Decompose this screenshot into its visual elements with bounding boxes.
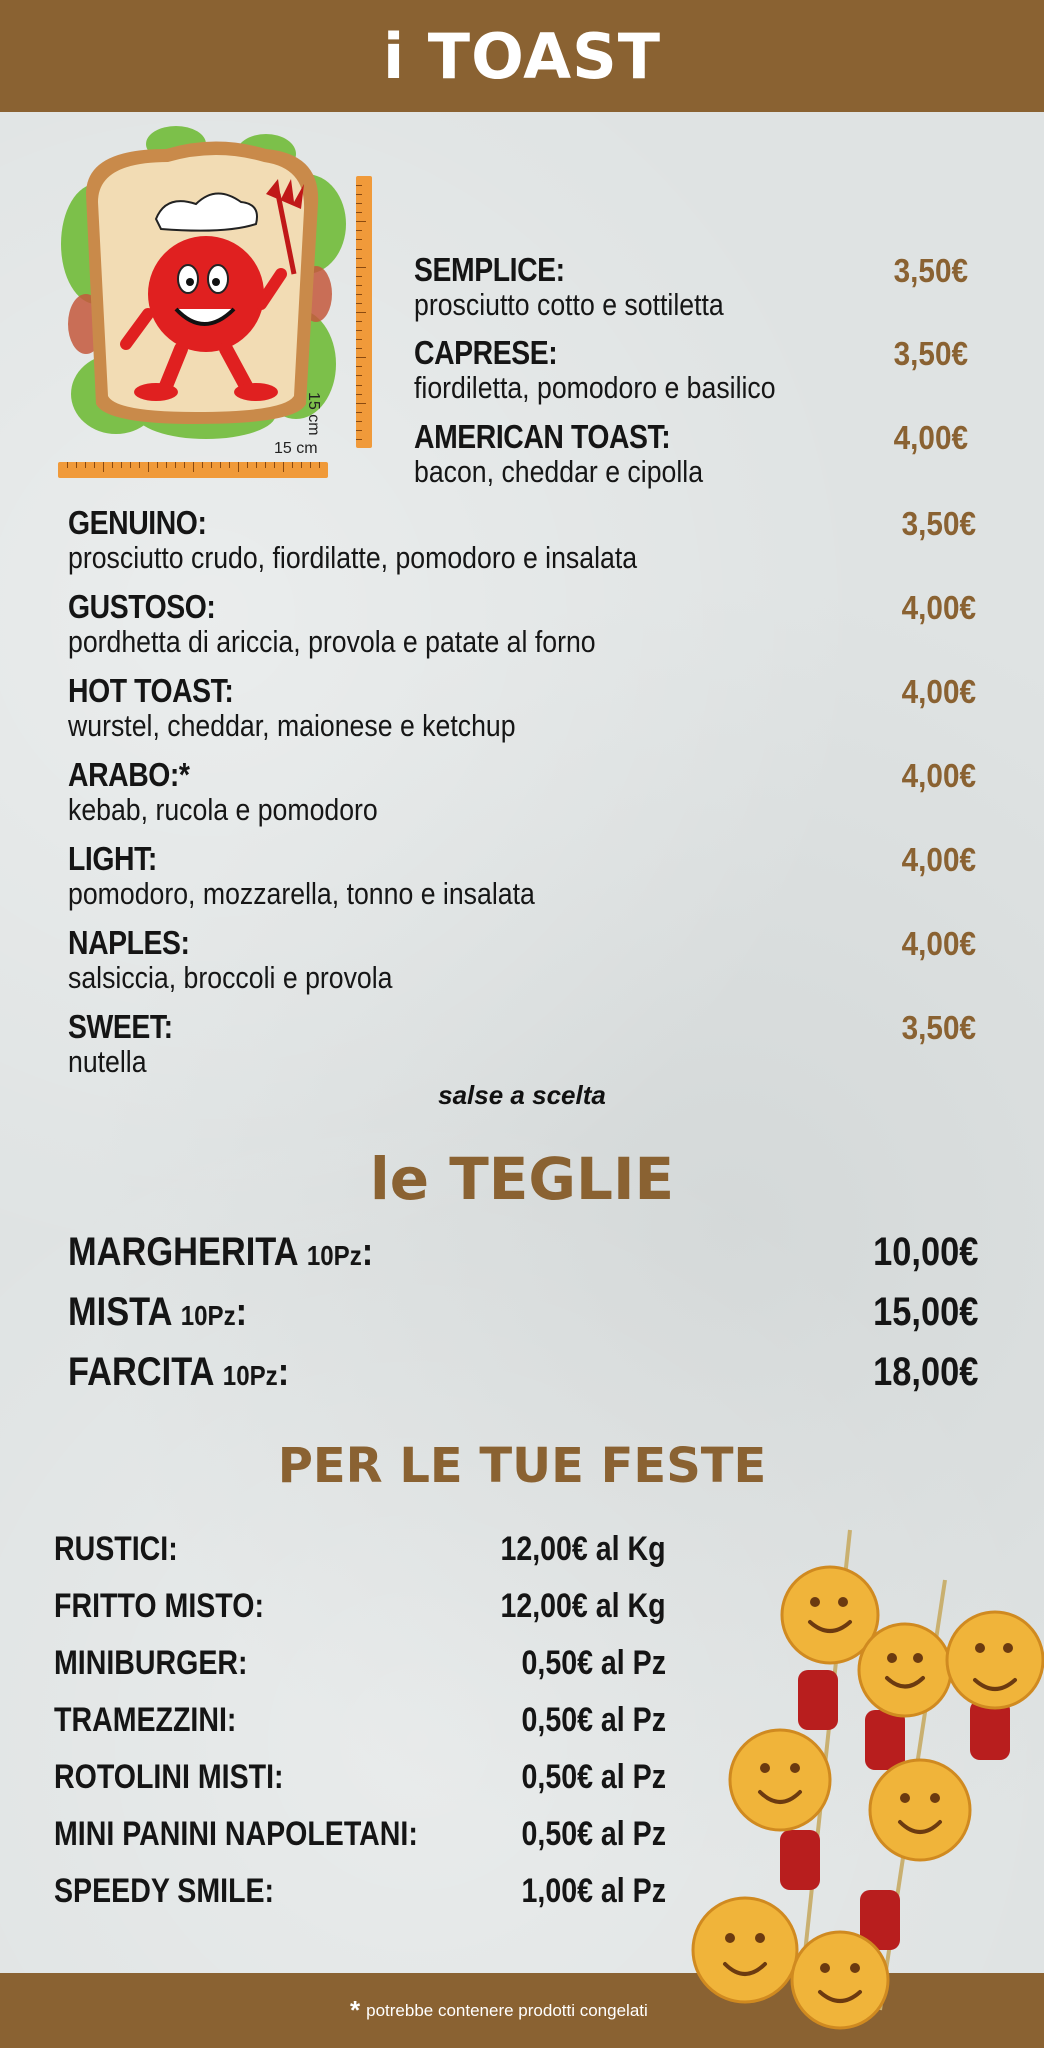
festa-price: 0,50€ al Pz: [521, 1815, 666, 1853]
festa-name: FRITTO MISTO:: [54, 1587, 264, 1625]
ruler-tick: [301, 462, 302, 468]
festa-name: MINIBURGER:: [54, 1644, 248, 1682]
ruler-tick: [356, 321, 362, 322]
ruler-tick: [148, 462, 149, 472]
item-name: GUSTOSO:: [68, 588, 216, 625]
ruler-tick: [283, 462, 284, 472]
teglie-title: le TEGLIE: [369, 1145, 675, 1213]
item-price: 4,00€: [901, 841, 976, 878]
festa-price: 0,50€ al Pz: [521, 1644, 666, 1682]
festa-row: [54, 1872, 666, 1916]
menu-item: [68, 1009, 190, 1079]
teglia-row: [68, 1230, 978, 1280]
ruler-tick: [356, 285, 362, 286]
teglia-name: MISTA 10Pz:: [68, 1290, 248, 1334]
ruler-tick: [220, 462, 221, 468]
item-name: CAPRESE:: [414, 334, 558, 371]
ruler-tick: [238, 462, 239, 472]
footnote: * potrebbe contenere prodotti congelati: [350, 1995, 648, 2025]
item-name: AMERICAN TOAST:: [414, 418, 671, 455]
ruler-tick: [356, 294, 362, 295]
ruler-tick: [356, 249, 362, 250]
sauces-note: salse a scelta: [438, 1080, 606, 1110]
ruler-tick: [310, 462, 311, 468]
festa-price: 0,50€ al Pz: [521, 1701, 666, 1739]
item-description: prosciutto cotto e sottiletta: [414, 287, 724, 322]
festa-row: [54, 1815, 666, 1859]
item-description: bacon, cheddar e cipolla: [414, 454, 704, 489]
ruler-tick: [292, 462, 293, 468]
ruler-tick: [139, 462, 140, 468]
ruler-tick: [356, 303, 362, 304]
item-price: 3,50€: [893, 335, 968, 372]
festa-row: [54, 1587, 666, 1631]
ruler-tick: [356, 212, 362, 213]
item-description: kebab, rucola e pomodoro: [68, 792, 378, 827]
ruler-tick: [175, 462, 176, 468]
menu-item: [414, 252, 774, 322]
feste-title: PER LE TUE FESTE: [277, 1438, 767, 1494]
smiley-skewers-illustration: [680, 1520, 1044, 2040]
ruler-tick: [356, 430, 362, 431]
ruler-tick: [274, 462, 275, 468]
teglia-price: 18,00€: [872, 1350, 978, 1394]
ruler-tick: [356, 330, 362, 331]
menu-item: [68, 925, 445, 995]
festa-price: 1,00€ al Pz: [521, 1872, 666, 1910]
festa-price: 12,00€ al Kg: [500, 1587, 666, 1625]
festa-row: [54, 1530, 666, 1574]
teglia-row: [68, 1350, 978, 1400]
festa-name: ROTOLINI MISTI:: [54, 1758, 284, 1796]
ruler-tick: [356, 230, 362, 231]
ruler-tick: [356, 421, 362, 422]
ruler-tick: [247, 462, 248, 468]
ruler-tick: [229, 462, 230, 468]
item-price: 4,00€: [893, 419, 968, 456]
ruler-tick: [356, 221, 366, 222]
teglia-price: 10,00€: [872, 1230, 978, 1274]
ruler-tick: [356, 439, 362, 440]
item-price: 4,00€: [901, 757, 976, 794]
item-name: ARABO:*: [68, 756, 190, 793]
item-price: 4,00€: [901, 673, 976, 710]
item-price: 4,00€: [901, 925, 976, 962]
ruler-tick: [265, 462, 266, 468]
ruler-tick: [356, 276, 362, 277]
menu-item: [414, 419, 750, 489]
ruler-tick: [356, 385, 362, 386]
item-name: SEMPLICE:: [414, 251, 565, 288]
festa-row: [54, 1758, 666, 1802]
ruler-tick: [356, 403, 366, 404]
ruler-tick: [356, 348, 362, 349]
festa-row: [54, 1644, 666, 1688]
ruler-tick: [356, 366, 362, 367]
item-name: GENUINO:: [68, 504, 207, 541]
ruler-tick: [94, 462, 95, 468]
item-description: pordhetta di ariccia, provola e patate al forno: [68, 624, 596, 659]
menu-item: [68, 589, 682, 659]
ruler-tick: [130, 462, 131, 468]
menu-item: [68, 505, 730, 575]
menu-item: [414, 335, 834, 405]
item-price: 3,50€: [893, 252, 968, 289]
festa-price: 12,00€ al Kg: [500, 1530, 666, 1568]
ruler-tick: [356, 203, 362, 204]
ruler-tick: [356, 185, 362, 186]
ruler-tick: [103, 462, 104, 472]
festa-name: RUSTICI:: [54, 1530, 178, 1568]
item-description: nutella: [68, 1044, 147, 1079]
ruler-tick: [76, 462, 77, 468]
ruler-tick: [319, 462, 320, 468]
horizontal-ruler: [58, 462, 328, 478]
ruler-tick: [67, 462, 68, 468]
ruler-tick: [85, 462, 86, 468]
item-price: 3,50€: [901, 1009, 976, 1046]
header-bar: [0, 0, 1044, 112]
ruler-tick: [356, 412, 362, 413]
item-description: wurstel, cheddar, maionese e ketchup: [68, 708, 516, 743]
ruler-tick: [356, 339, 362, 340]
ruler-tick: [356, 267, 366, 268]
ruler-tick: [121, 462, 122, 468]
ruler-tick: [256, 462, 257, 468]
ruler-tick: [356, 375, 362, 376]
ruler-tick: [202, 462, 203, 468]
festa-name: TRAMEZZINI:: [54, 1701, 237, 1739]
item-price: 3,50€: [901, 505, 976, 542]
item-name: LIGHT:: [68, 840, 157, 877]
page-title: i TOAST: [382, 19, 662, 93]
festa-name: SPEEDY SMILE:: [54, 1872, 275, 1910]
ruler-tick: [211, 462, 212, 468]
menu-item: [68, 757, 428, 827]
ruler-tick: [166, 462, 167, 468]
festa-row: [54, 1701, 666, 1745]
ruler-tick: [356, 312, 366, 313]
menu-item: [68, 841, 611, 911]
menu-item: [68, 673, 588, 743]
teglia-name: MARGHERITA 10Pz:: [68, 1230, 374, 1274]
ruler-tick: [193, 462, 194, 472]
ruler-tick: [356, 394, 362, 395]
ruler-tick: [157, 462, 158, 468]
item-name: HOT TOAST:: [68, 672, 234, 709]
vertical-ruler: [356, 176, 372, 448]
item-name: NAPLES:: [68, 924, 190, 961]
item-description: prosciutto crudo, fiordilatte, pomodoro e insalata: [68, 540, 638, 575]
ruler-tick: [356, 357, 366, 358]
sandwich-illustration: [56, 124, 376, 484]
item-description: fiordiletta, pomodoro e basilico: [414, 370, 776, 405]
teglia-name: FARCITA 10Pz:: [68, 1350, 290, 1394]
item-price: 4,00€: [901, 589, 976, 626]
item-description: salsiccia, broccoli e provola: [68, 960, 393, 995]
ruler-tick: [356, 239, 362, 240]
item-description: pomodoro, mozzarella, tonno e insalata: [68, 876, 535, 911]
festa-price: 0,50€ al Pz: [521, 1758, 666, 1796]
item-name: SWEET:: [68, 1008, 173, 1045]
teglia-price: 15,00€: [872, 1290, 978, 1334]
ruler-tick: [112, 462, 113, 468]
ruler-tick: [356, 194, 362, 195]
ruler-vertical-label: 15 cm: [305, 392, 322, 436]
ruler-tick: [184, 462, 185, 468]
festa-name: MINI PANINI NAPOLETANI:: [54, 1815, 418, 1853]
ruler-tick: [356, 258, 362, 259]
teglia-row: [68, 1290, 978, 1340]
ruler-horizontal-label: 15 cm: [274, 440, 318, 457]
